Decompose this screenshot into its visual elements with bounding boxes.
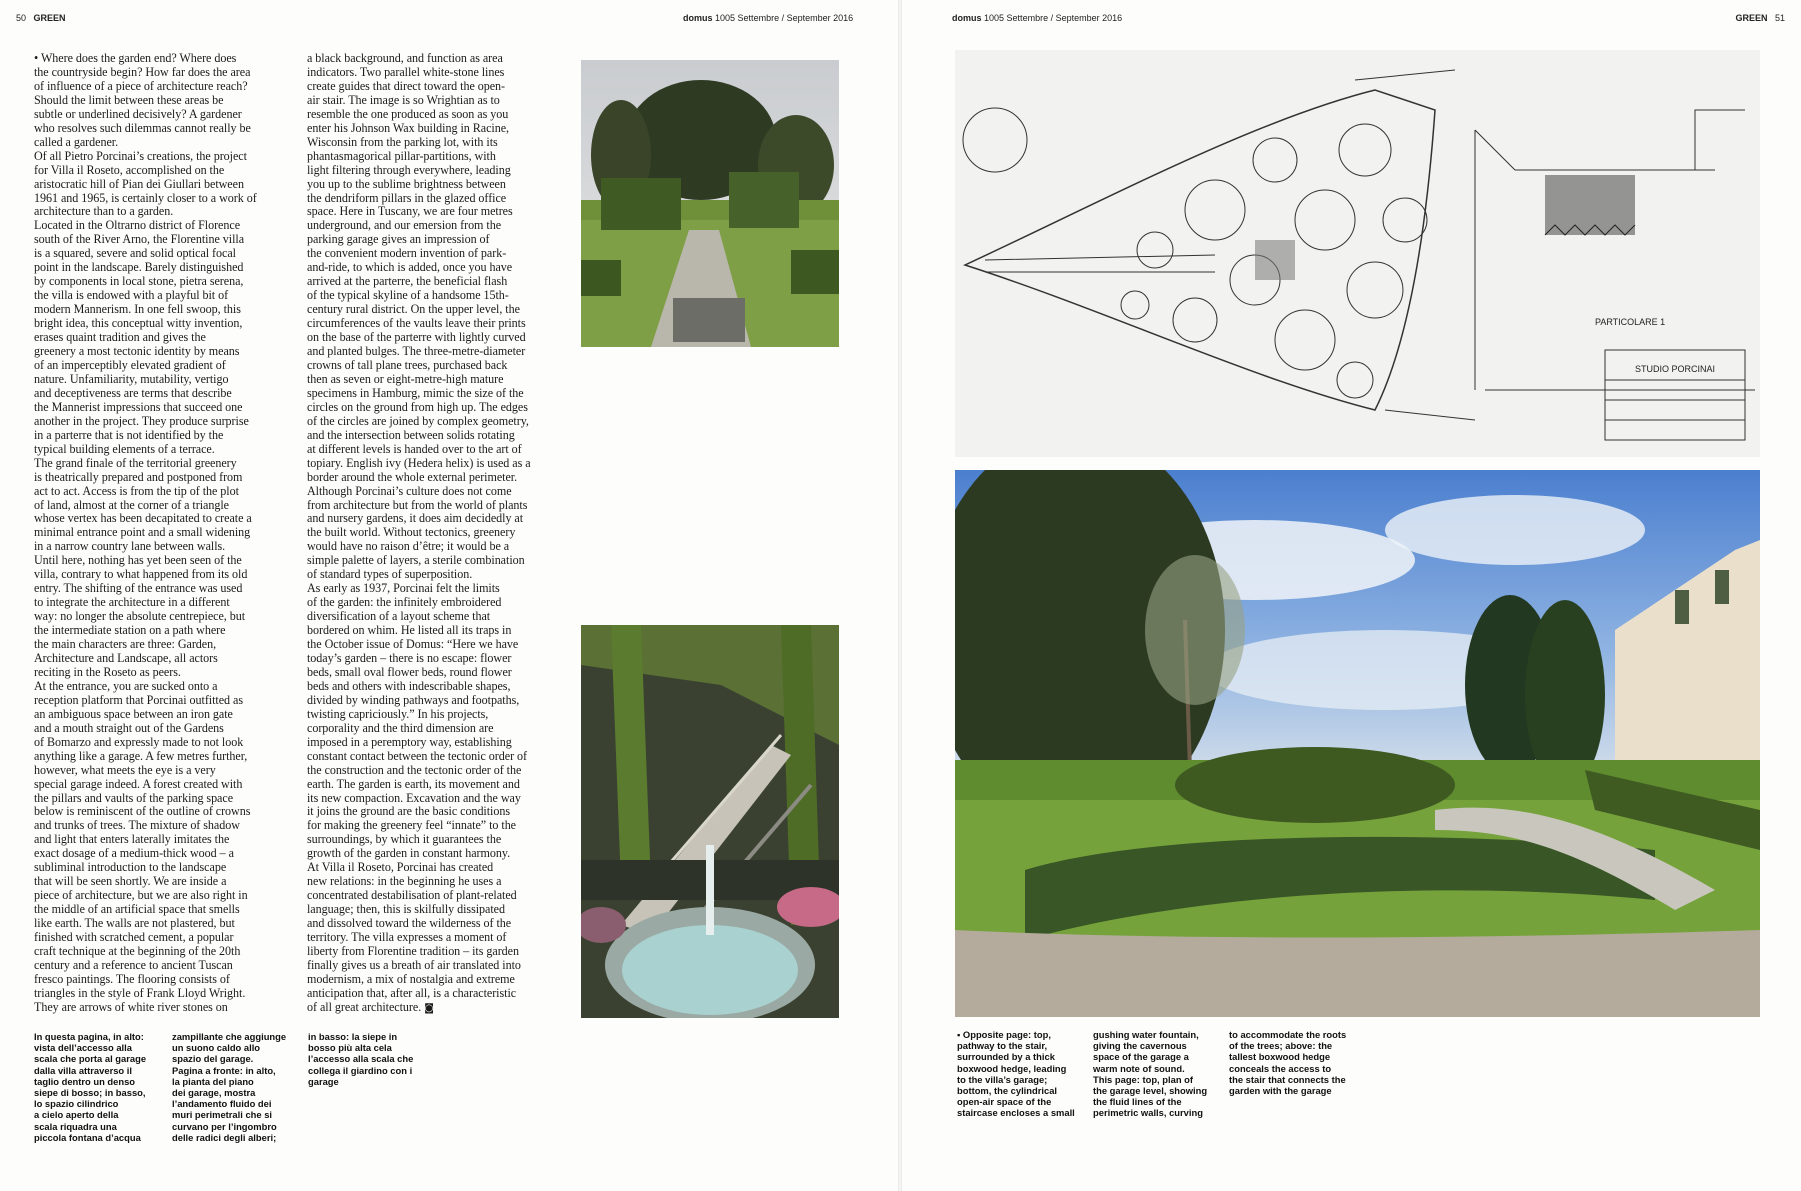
page-gutter [898,0,902,1191]
left-running-header [16,13,66,23]
masthead-issue: 1005 Settembre / September 2016 [715,13,854,23]
masthead-issue-right: 1005 Settembre / September 2016 [984,13,1123,23]
left-section-label: GREEN [33,13,66,23]
photo-stair-fountain [581,625,839,1018]
right-running-header [1735,13,1785,23]
right-section-label: GREEN [1735,13,1768,23]
article-column-1: • Where does the garden end? Where does the countryside begin? How far does the area of influence of a piece of architecture reach? Should the limit between these areas be subtle or underlined decisively? A gardener who resolves such dilemmas cannot really be called a gardener. Of all Pietro Porcinai’s creations, the project for Villa il Roseto, accomplished on the aristocratic hill of Pian dei Giullari between 1961 and 1965, is certainly closer to a work of architecture than to a garden. Located in the Oltrarno district of Florence south of the River Arno, the Florentine villa is a squared, severe and solid optical focal point in the landscape. Barely distinguished by components in local stone, pietra serena, the villa is endowed with a playful bit of modern Mannerism. In one fell swoop, this bright idea, this conceptual witty invention, erases quaint tradition and gives the greenery a most tectonic identity by means of an imperceptibly elevated gradient of nature. Unfamiliarity, mutability, vertigo and deceptiveness are terms that describe the Mannerist impressions that succeed one another in the project. They produce surprise in a parterre that is not identified by the typical building elements of a terrace. The grand finale of the territorial greenery is theatrically prepared and postponed from act to act. Access is from the tip of the plot of land, almost at the corner of a triangle whose vertex has been decapitated to create a minimal entrance point and a small widening in a narrow country lane between walls. Until here, nothing has yet been seen of the villa, contrary to what happened from its old entry. The shifting of the entrance was used to integrate the architecture in a different way: no longer the absolute centrepiece, but the intermediate station on a path where the main characters are three: Garden, Architecture and Landscape, all actors reciting in the Roseto as peers. At the entrance, you are sucked onto a reception platform that Porcinai outfitted as an ambiguous space between an iron gate and a mouth straight out of the Gardens of Bomarzo and expressly made to not look anything like a garage. A few metres further, however, what meets the eye is a very special garage indeed. A forest created with the pillars and vaults of the parking space below is reminiscent of the outline of crowns and trunks of trees. The mixture of shadow and light that enters laterally imitates the exact dosage of a medium-thick wood – a subliminal introduction to the landscape that will be seen shortly. We are inside a piece of architecture, but we are also right in the middle of an artificial space that smells like earth. The walls are not plastered, but finished with scratched cement, a popular craft technique at the beginning of the 20th century and a reference to ancient Tuscan fresco paintings. The flooring consists of triangles in the style of Frank Lloyd Wright. They are arrows of white river stones on [34,51,257,1014]
photo-villa-garden [955,470,1760,1017]
caption-italian-1: In questa pagina, in alto: vista dell’accesso alla scala che porta al garage dalla villa attraverso il taglio dentro un denso siepe di bosso; in basso, lo spazio cilindrico a cielo aperto della scala riquadra una piccola fontana d’acqua [34,1031,147,1143]
right-page-number: 51 [1774,13,1785,23]
masthead-brand-right: domus [952,13,982,23]
garage-plan-drawing [955,50,1760,457]
article-column-2 [307,52,555,1016]
right-masthead [952,13,1122,23]
masthead-brand: domus [683,13,713,23]
article-column-2-text: a black background, and function as area indicators. Two parallel white-stone lines create guides that direct toward the open- air stair. The image is so Wrightian as to resemble the one produced as soon as you enter his Johnson Wax building in Racine, Wisconsin from the parking lot, with its phantasmagorical pillar-partitions, with light filtering through everywhere, leading you up to the sublime brightness between the dendriform pillars in the glazed office space. Here in Tuscany, we are four metres underground, and our emersion from the parking garage gives an impression of the convenient modern invention of park- and-ride, to which is added, once you have arrived at the parterre, the beneficial flash of the typical skyline of a handsome 15th- century rural district. On the upper level, the circumferences of the vaults leave their prints on the base of the parterre with lightly curved and planted bulges. The three-metre-diameter crowns of tall plane trees, purchased back then as seven or eight-metre-high mature specimens in Hamburg, mimic the size of the circles on the ground from high up. The edges of the circles are joined by complex geometry, and the intersection between solids rotating at different levels is handed over to the art of topiary. English ivy (Hedera helix) is used as a border around the whole external perimeter. Although Porcinai’s culture does not come from architecture but from the world of plants and nursery gardens, it does aim decidedly at the built world. Without tectonics, greenery would have no raison d’être; it would be a simple palette of layers, a sterile combination of standard types of superposition. As early as 1937, Porcinai felt the limits of the garden: the infinitely embroidered diversification of a layout scheme that bordered on whim. He listed all its traps in the October issue of Domus: “Here we have today’s garden – there is no escape: flower beds, small oval flower beds, round flower beds and others with indescribable shapes, divided by winding pathways and footpaths, twisting capriciously.” In his projects, corporality and the third dimension are imposed in a peremptory way, establishing constant contact between the tectonic order of the construction and the tectonic order of the earth. The garden is earth, its movement and its new compaction. Excavation and the way it joins the ground are the basic conditions for making the greenery feel “innate” to the surroundings, by which it guarantees the growth of the garden in constant harmony. At Villa il Roseto, Porcinai has created new relations: in the beginning he uses a concentrated destabilisation of plant-related language; then, this is skilfully dissipated and dissolved toward the wilderness of the territory. The villa expresses a moment of liberty from Florentine tradition – its garden finally gives us a breath of air translated into modernism, a mix of nostalgia and extreme anticipation that, after all, is a characteristic of all great architecture. [307,51,531,1014]
caption-italian-3: in basso: la siepe in bosso più alta cela l’accesso alla scala che collega il giardino con i garage [308,1031,414,1087]
photo-hedge-pathway [581,60,839,347]
left-masthead [683,13,853,23]
plan-detail-label: PARTICOLARE 1 [1595,317,1666,327]
caption-italian-2: zampillante che aggiunge un suono caldo allo spazio del garage. Pagina a fronte: in alto, la pianta del piano dei garage, mostra l’andamento fluido dei muri perimetrali che si curvano per l’ingombro delle radici degli alberi; [172,1031,287,1143]
caption-english-1: ▪ Opposite page: top, pathway to the stair, surrounded by a thick boxwood hedge, leading to the villa’s garage; bottom, the cylindrical open-air space of the staircase encloses a small [957,1029,1075,1119]
end-of-article-mark: ◙ [424,1002,434,1014]
left-page-number: 50 [16,13,27,23]
caption-english-2: gushing water fountain, giving the cavernous space of the garage a warm note of sound. This page: top, plan of the garage level, showing the fluid lines of the perimetric walls, curving [1093,1029,1208,1119]
plan-stamp-title: STUDIO PORCINAI [1635,364,1716,374]
caption-english-3: to accommodate the roots of the trees; above: the tallest boxwood hedge conceals the access to the stair that connects the garden with the garage [1229,1029,1347,1097]
